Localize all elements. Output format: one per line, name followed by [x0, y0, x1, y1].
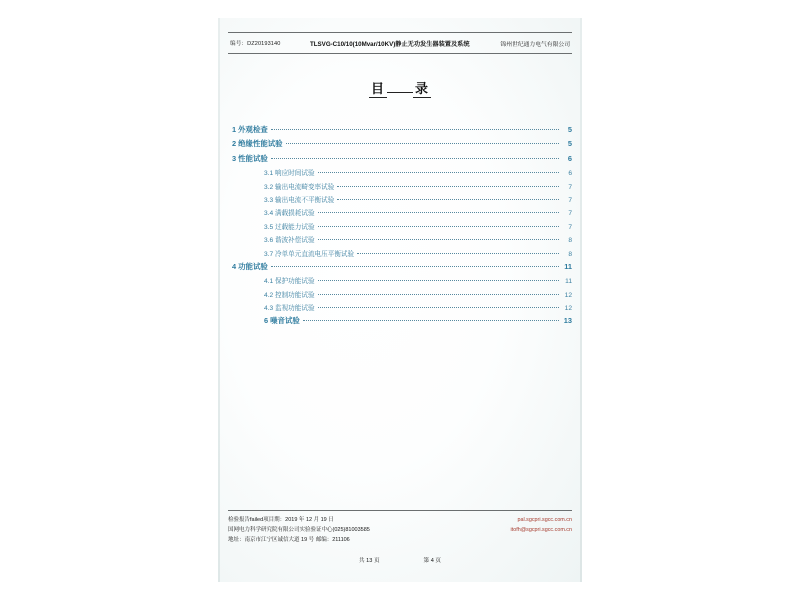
footer-contact-right — [511, 515, 573, 536]
page-title — [228, 78, 572, 97]
toc-entry-label: 1 外观检查 — [232, 125, 268, 134]
toc-leader-dots — [318, 212, 559, 213]
toc-entry[interactable] — [228, 194, 572, 204]
toc-leader-dots — [271, 129, 559, 130]
toc-entry-page: 5 — [567, 125, 572, 134]
toc-entry[interactable] — [228, 289, 572, 299]
toc-entry-label: 4.3 监视功能试验 — [264, 305, 315, 313]
toc-entry-page: 12 — [564, 291, 572, 299]
toc-leader-dots — [337, 186, 559, 187]
table-of-contents — [228, 124, 572, 330]
toc-leader-dots — [271, 158, 559, 159]
toc-leader-dots — [318, 172, 559, 173]
toc-entry-page: 8 — [568, 250, 572, 258]
paper-left-edge — [218, 18, 220, 582]
toc-entry[interactable] — [228, 302, 572, 312]
footer-website: pal.sgcpri.sgcc.com.cn — [517, 517, 572, 523]
toc-leader-dots — [271, 266, 559, 267]
toc-entry[interactable] — [228, 124, 572, 135]
page-footer — [228, 510, 572, 546]
toc-entry-page: 6 — [568, 170, 572, 178]
toc-entry-label: 3.1 响应时间试验 — [264, 170, 315, 178]
toc-entry-label: 3.3 输出电流不平衡试验 — [264, 196, 335, 204]
page-number-row — [228, 556, 572, 564]
total-pages: 共 13 页 — [359, 558, 380, 564]
toc-entry[interactable] — [228, 207, 572, 217]
toc-leader-dots — [318, 294, 559, 295]
paper-right-edge — [580, 18, 582, 582]
toc-leader-dots — [318, 280, 559, 281]
toc-leader-dots — [303, 320, 559, 321]
page-title-underline-gap — [387, 92, 413, 93]
toc-entry-label: 3.4 满载损耗试验 — [264, 210, 315, 218]
toc-entry[interactable] — [228, 221, 572, 231]
toc-entry[interactable] — [228, 167, 572, 177]
toc-entry-label: 3.5 过载能力试验 — [264, 223, 315, 231]
toc-entry-label: 3.6 谐波补偿试验 — [264, 237, 315, 245]
toc-entry-page: 7 — [568, 183, 572, 191]
toc-entry-page: 11 — [564, 261, 572, 271]
page-header — [228, 32, 572, 54]
footer-email: itofh@sgcpri.sgcc.com.cn — [510, 527, 572, 534]
toc-entry-page: 7 — [568, 210, 572, 218]
footer-line-date: 检验报告failed项目期：2019 年 12 月 19 日 — [228, 517, 334, 523]
header-title: TLSVG-C10/10(10Mvar/10KV)静止无功发生器装置及系统 — [310, 40, 470, 48]
current-page: 第 4 页 — [423, 558, 441, 564]
toc-entry-page: 7 — [568, 196, 572, 204]
toc-entry[interactable] — [228, 261, 572, 272]
toc-entry-label: 4.2 控制功能试验 — [264, 291, 315, 299]
toc-leader-dots — [337, 199, 559, 200]
toc-entry-page: 8 — [568, 237, 572, 245]
toc-entry[interactable] — [228, 181, 572, 191]
toc-entry-page: 13 — [563, 316, 572, 326]
toc-entry-label: 3 性能试验 — [232, 153, 268, 163]
toc-leader-dots — [318, 307, 559, 308]
toc-entry[interactable] — [228, 275, 572, 285]
toc-entry-label: 2 绝缘性能试验 — [232, 139, 283, 149]
header-doc-number: 编号：DZ20193140 — [230, 41, 281, 47]
toc-leader-dots — [318, 239, 559, 240]
toc-leader-dots — [286, 143, 559, 144]
toc-entry-page: 6 — [567, 153, 572, 163]
footer-line-address: 地址：南京市江宁区诚信大道 19 号 邮编：211106 — [228, 537, 350, 544]
toc-entry[interactable] — [228, 153, 572, 164]
toc-entry-page: 11 — [565, 278, 572, 286]
header-company: 锦州世纪通力电气有限公司 — [500, 41, 570, 48]
footer-line-institution: 国网电力科学研究院有限公司实验验证中心(025)81003585 — [228, 527, 370, 534]
toc-entry-page: 12 — [564, 305, 572, 313]
toc-entry-label: 3.2 输出电流畸变率试验 — [264, 183, 335, 191]
toc-entry[interactable] — [228, 248, 572, 258]
toc-leader-dots — [318, 226, 559, 227]
toc-entry[interactable] — [228, 315, 572, 326]
toc-entry[interactable] — [228, 138, 572, 149]
page-title-right-char: 录 — [415, 81, 430, 96]
toc-entry-page: 7 — [568, 223, 572, 231]
toc-entry-label: 4 功能试验 — [232, 261, 268, 271]
toc-leader-dots — [357, 253, 559, 254]
toc-entry-label: 4.1 保护功能试验 — [264, 278, 315, 286]
footer-contact-left — [228, 515, 370, 546]
toc-entry-label: 3.7 冷单单元直流电压平衡试验 — [264, 250, 355, 258]
page-title-left-char: 目 — [370, 81, 385, 96]
toc-entry-label: 6 噪音试验 — [264, 316, 300, 326]
toc-entry[interactable] — [228, 234, 572, 244]
toc-entry-page: 5 — [567, 139, 572, 149]
